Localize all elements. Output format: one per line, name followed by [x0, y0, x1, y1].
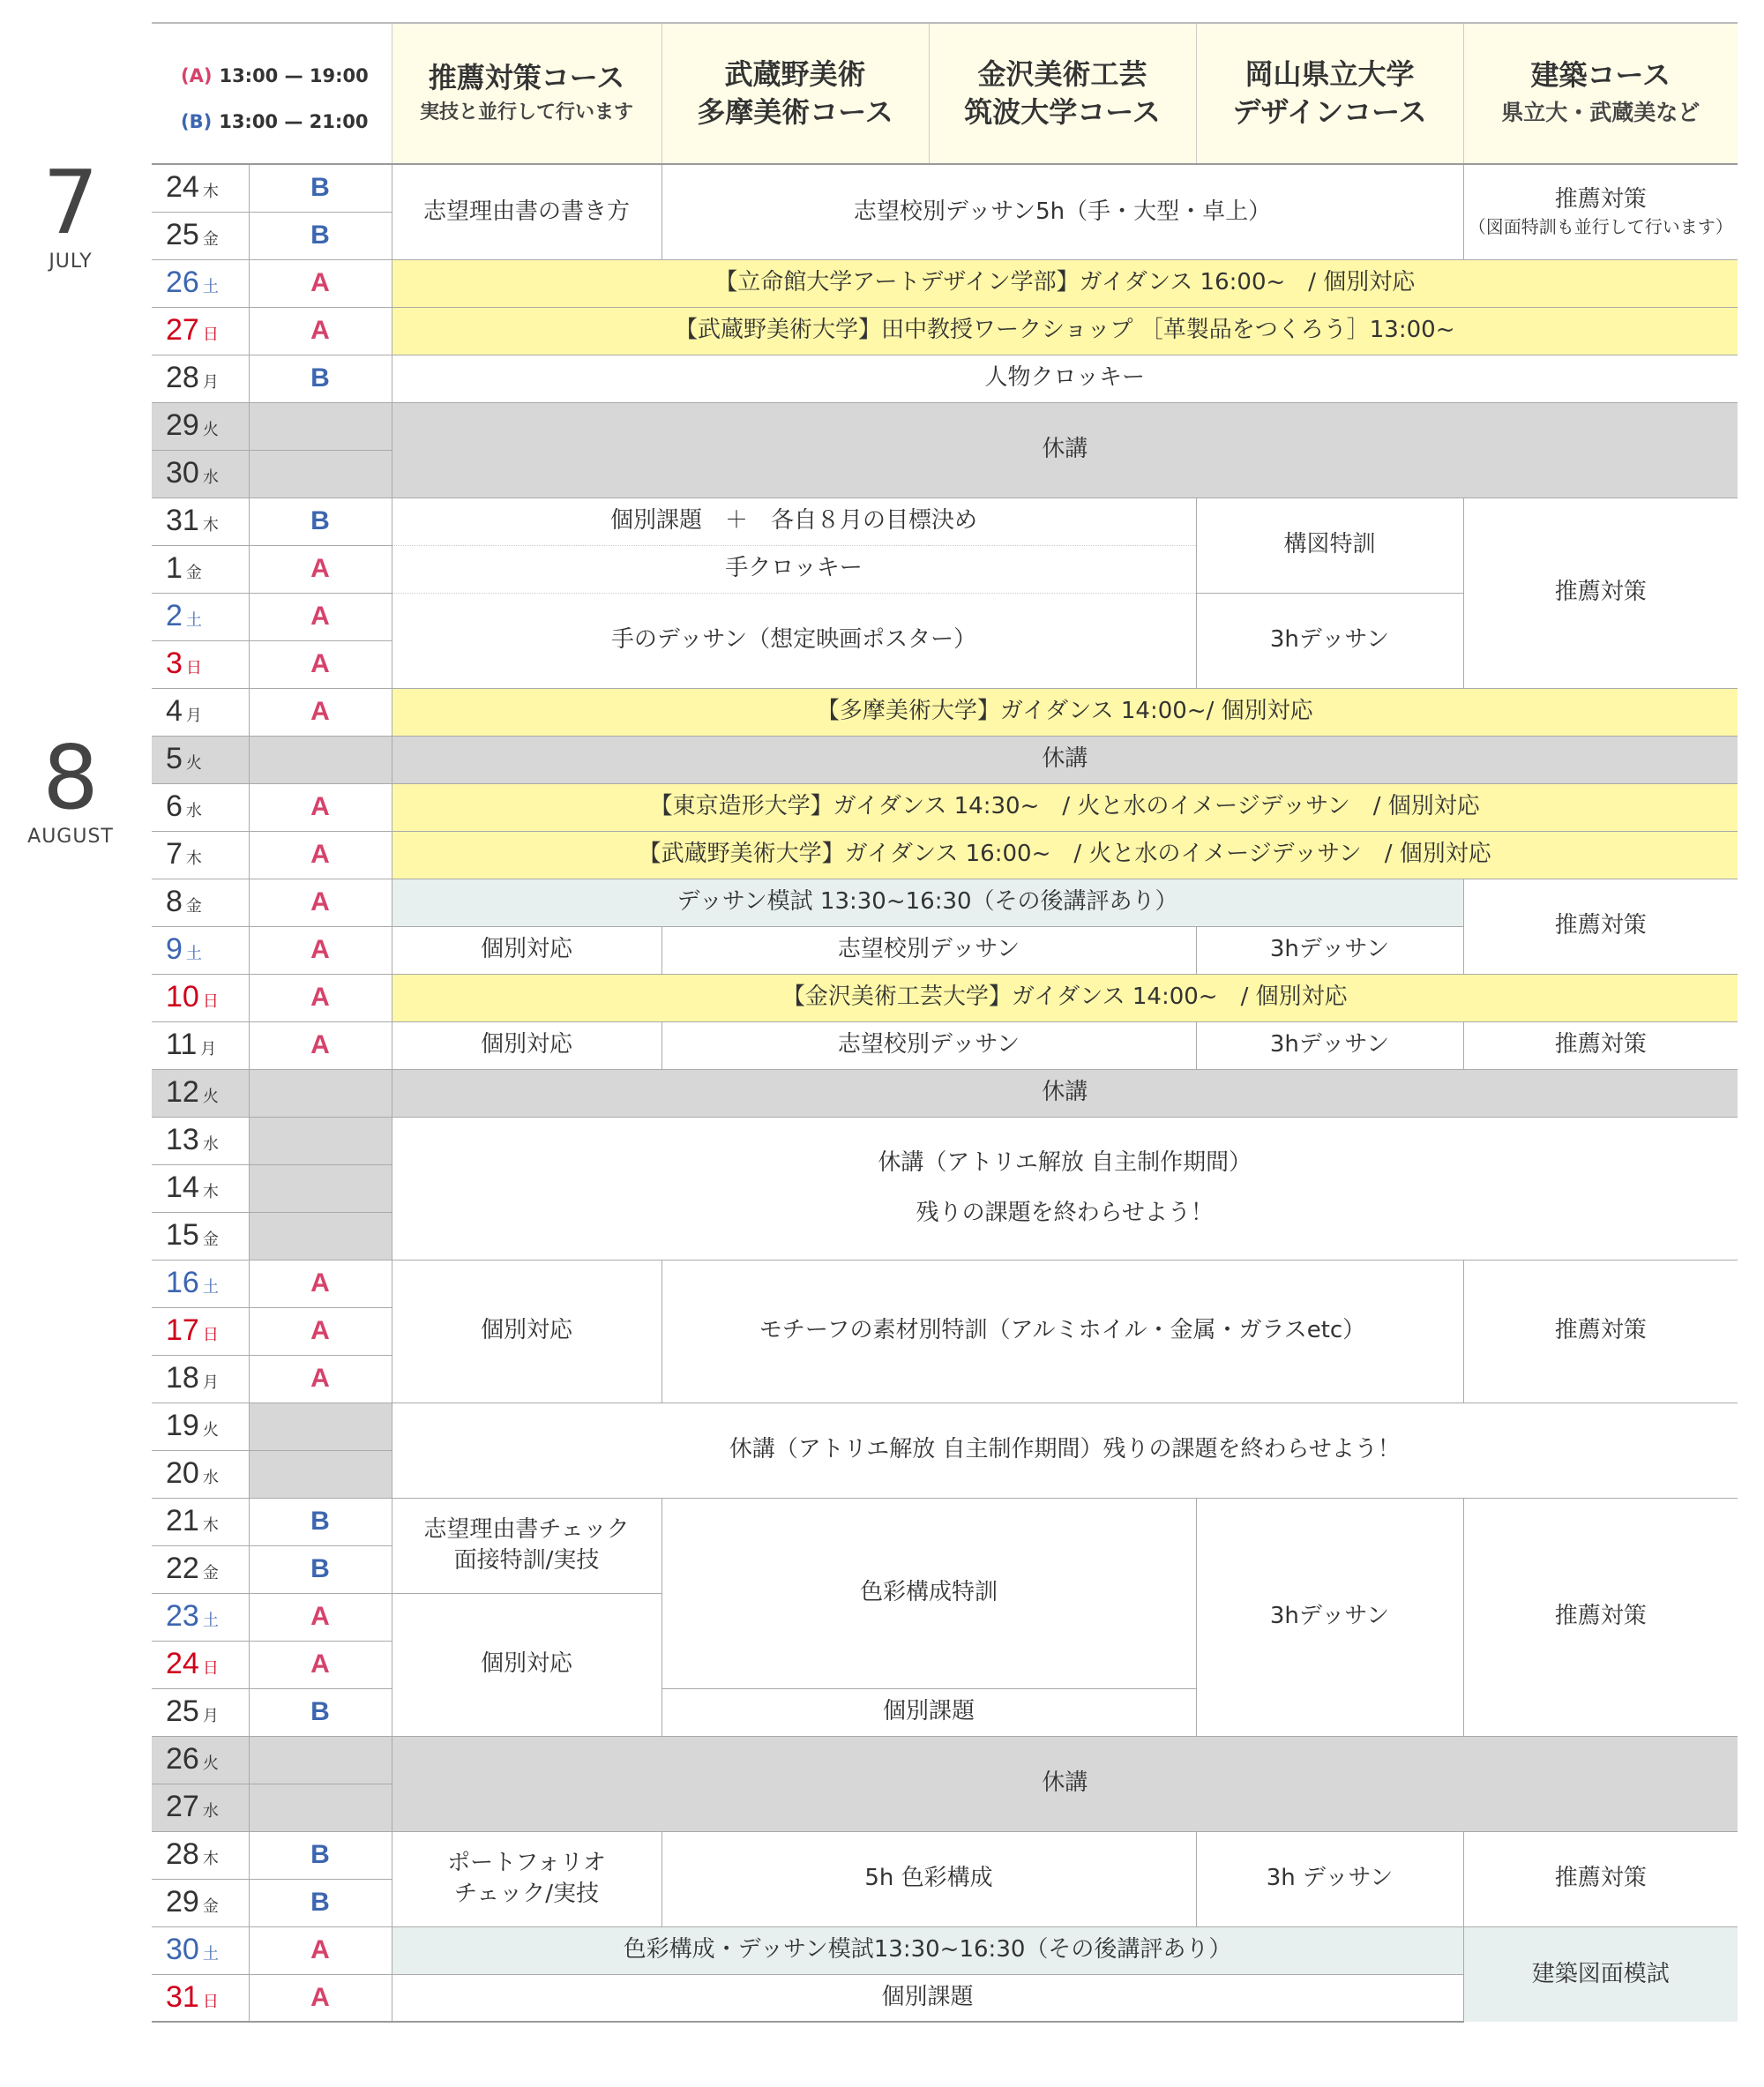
cell-line-2: 残りの課題を終わらせよう！: [916, 1200, 1214, 1226]
date-cell: [152, 736, 249, 783]
date-number: 17: [166, 1313, 199, 1348]
date-number: 25: [166, 218, 199, 252]
session-code: A: [249, 259, 392, 307]
session-code: [249, 1069, 392, 1117]
cell-individual: 個別対応: [392, 1260, 662, 1403]
cell-3h-dessin: 3hデッサン: [1196, 593, 1463, 688]
weekday-label: 月: [202, 1373, 219, 1393]
session-code: B: [249, 1688, 392, 1736]
header-course-musabi-tamabi: [662, 23, 929, 164]
session-code: A: [249, 307, 392, 355]
weekday-label: 木: [202, 1516, 219, 1536]
legend-b-time: 13:00 — 21:00: [219, 111, 369, 132]
session-code: [249, 1403, 392, 1450]
header-title: 岡山県立大学: [1245, 56, 1415, 91]
date-cell: [152, 545, 249, 593]
session-code: [249, 402, 392, 450]
session-code: A: [249, 1355, 392, 1403]
date-cell: [152, 402, 249, 450]
legend-header-cell: [152, 23, 392, 164]
date-cell: [152, 926, 249, 974]
session-code: B: [249, 1831, 392, 1879]
header-title-2: 筑波大学コース: [964, 95, 1161, 129]
cell-motif-training: モチーフの素材別特訓（アルミホイル・金属・ガラスetc）: [662, 1260, 1463, 1403]
weekday-label: 月: [202, 373, 219, 393]
weekday-label: 木: [202, 1183, 219, 1202]
weekday-label: 日: [185, 659, 202, 678]
date-cell: [152, 164, 249, 212]
weekday-label: 金: [202, 1897, 219, 1917]
date-cell: [152, 640, 249, 688]
date-cell: [152, 1307, 249, 1355]
cell-line-2: チェック/実技: [454, 1881, 599, 1907]
session-code: A: [249, 783, 392, 831]
weekday-label: 金: [185, 897, 202, 916]
weekday-label: 火: [202, 1754, 219, 1774]
session-code: B: [249, 212, 392, 259]
cell-guidance: 【多摩美術大学】ガイダンス 14:00~/ 個別対応: [392, 688, 1738, 736]
session-code: A: [249, 1926, 392, 1974]
date-number: 21: [166, 1504, 199, 1538]
session-code: A: [249, 640, 392, 688]
date-number: 6: [166, 789, 183, 824]
date-number: 28: [166, 361, 199, 395]
session-code: A: [249, 831, 392, 879]
date-cell: [152, 688, 249, 736]
cell-mock-exam: 色彩構成・デッサン模試13:30~16:30（その後講評あり）: [392, 1926, 1463, 1974]
weekday-label: 土: [202, 278, 219, 297]
date-number: 23: [166, 1599, 199, 1634]
session-code: [249, 1164, 392, 1212]
date-number: 7: [166, 837, 183, 871]
session-code: A: [249, 1021, 392, 1069]
date-number: 27: [166, 1790, 199, 1824]
cell-guidance: 【立命館大学アートデザイン学部】ガイダンス 16:00~ / 個別対応: [392, 259, 1738, 307]
cell-individual-task: 個別課題: [392, 1974, 1463, 2022]
date-cell: [152, 1926, 249, 1974]
weekday-label: 水: [202, 1802, 219, 1821]
header-title-2: デザインコース: [1232, 95, 1427, 129]
date-cell: [152, 1164, 249, 1212]
weekday-label: 土: [202, 1612, 219, 1631]
date-number: 5: [166, 742, 183, 776]
cell-recommendation: 推薦対策: [1463, 497, 1738, 688]
weekday-label: 木: [202, 183, 219, 202]
session-code: B: [249, 497, 392, 545]
date-cell: [152, 1212, 249, 1260]
date-cell: [152, 355, 249, 402]
date-number: 26: [166, 266, 199, 300]
weekday-label: 月: [202, 1707, 219, 1726]
date-number: 2: [166, 599, 183, 633]
date-cell: [152, 259, 249, 307]
cell-color-training: 色彩構成特訓: [662, 1498, 1196, 1688]
session-code: [249, 1450, 392, 1498]
cell-mock-exam: デッサン模試 13:30~16:30（その後講評あり）: [392, 879, 1463, 926]
cell-line-1: 志望理由書チェック: [423, 1515, 630, 1543]
date-cell: [152, 1498, 249, 1545]
date-number: 25: [166, 1694, 199, 1729]
cell-recommendation: 推薦対策: [1463, 1021, 1738, 1069]
cell-individual-task: 個別課題: [662, 1688, 1196, 1736]
header-title: 金沢美術工芸: [977, 56, 1147, 91]
weekday-label: 水: [202, 1469, 219, 1488]
date-cell: [152, 1355, 249, 1403]
cell-line-1: ポートフォリオ: [447, 1849, 606, 1876]
weekday-label: 日: [202, 992, 219, 1012]
date-number: 31: [166, 504, 199, 538]
session-code: [249, 1117, 392, 1164]
month-name: AUGUST: [27, 826, 114, 848]
session-code: [249, 736, 392, 783]
date-number: 12: [166, 1075, 199, 1110]
date-cell: [152, 1641, 249, 1688]
cell-architecture-mock: 建築図面模試: [1463, 1926, 1738, 2022]
weekday-label: 月: [200, 1040, 217, 1059]
date-cell: [152, 831, 249, 879]
session-code: A: [249, 1307, 392, 1355]
weekday-label: 木: [202, 516, 219, 535]
date-number: 18: [166, 1361, 199, 1395]
legend-a-time: 13:00 — 19:00: [219, 65, 369, 86]
session-code: B: [249, 355, 392, 402]
weekday-label: 木: [185, 849, 202, 869]
cell-hand-dessin: 手のデッサン（想定映画ポスター）: [392, 593, 1196, 688]
cell-croquis: 人物クロッキー: [392, 355, 1738, 402]
header-course-kanazawa-tsukuba: [929, 23, 1196, 164]
session-code: B: [249, 1879, 392, 1926]
weekday-label: 日: [202, 325, 219, 345]
weekday-label: 水: [202, 468, 219, 488]
legend-b-letter: (B): [181, 111, 213, 132]
cell-closed: 休講: [392, 736, 1738, 783]
date-number: 9: [166, 932, 183, 967]
weekday-label: 火: [202, 421, 219, 440]
header-title: 武蔵野美術: [724, 56, 866, 91]
month-number: 8: [42, 726, 99, 829]
header-course-okayama: [1196, 23, 1463, 164]
cell-recommendation: 推薦対策: [1463, 1831, 1738, 1926]
date-cell: [152, 450, 249, 497]
date-cell: [152, 783, 249, 831]
cell-school-dessin: 志望校別デッサン: [662, 926, 1196, 974]
weekday-label: 土: [202, 1945, 219, 1964]
date-cell: [152, 879, 249, 926]
date-cell: [152, 307, 249, 355]
date-number: 13: [166, 1123, 199, 1157]
date-number: 28: [166, 1837, 199, 1872]
cell-color-composition: 5h 色彩構成: [662, 1831, 1196, 1926]
date-cell: [152, 1831, 249, 1879]
weekday-label: 火: [202, 1421, 219, 1440]
session-code: [249, 1736, 392, 1784]
weekday-label: 土: [202, 1278, 219, 1298]
cell-individual: 個別対応: [392, 926, 662, 974]
header-title: 建築コース: [1530, 58, 1671, 93]
session-code: A: [249, 1974, 392, 2022]
cell-individual: 個別対応: [392, 1593, 662, 1736]
date-number: 26: [166, 1742, 199, 1777]
cell-3h-dessin: 3hデッサン: [1196, 926, 1463, 974]
date-number: 1: [166, 551, 183, 586]
cell-reason-writing: 志望理由書の書き方: [392, 164, 662, 259]
header-subtitle: 県立大・武蔵美など: [1501, 99, 1700, 125]
date-number: 27: [166, 313, 199, 348]
weekday-label: 土: [185, 611, 202, 631]
date-cell: [152, 1879, 249, 1926]
cell-closed: 休講: [392, 1736, 1738, 1831]
date-cell: [152, 1021, 249, 1069]
date-cell: [152, 1784, 249, 1831]
date-cell: [152, 1260, 249, 1307]
session-code: A: [249, 926, 392, 974]
date-cell: [152, 1117, 249, 1164]
session-code: [249, 450, 392, 497]
cell-atelier-open: 休講（アトリエ解放 自主制作期間）残りの課題を終わらせよう！: [392, 1403, 1738, 1498]
cell-guidance: 【金沢美術工芸大学】ガイダンス 14:00~ / 個別対応: [392, 974, 1738, 1021]
schedule-table: [152, 22, 1738, 2023]
header-title: 推薦対策コース: [428, 60, 625, 94]
weekday-label: 木: [202, 1850, 219, 1869]
weekday-label: 金: [185, 564, 202, 583]
date-number: 29: [166, 408, 199, 443]
date-cell: [152, 1403, 249, 1450]
cell-closed: 休講: [392, 1069, 1738, 1117]
cell-3h-dessin: 3h デッサン: [1196, 1831, 1463, 1926]
date-number: 24: [166, 1647, 199, 1681]
weekday-label: 金: [202, 1231, 219, 1250]
header-course-architecture: [1463, 23, 1738, 164]
date-number: 14: [166, 1171, 199, 1205]
date-cell: [152, 1736, 249, 1784]
cell-closed: 休講: [392, 402, 1738, 497]
date-number: 30: [166, 1933, 199, 1967]
date-number: 31: [166, 1979, 199, 2014]
session-code: B: [249, 1545, 392, 1593]
header-subtitle: 実技と並行して行います: [419, 101, 633, 123]
header-title-2: 多摩美術コース: [697, 95, 893, 129]
cell-school-dessin: 志望校別デッサン5h（手・大型・卓上）: [662, 164, 1463, 259]
session-code: [249, 1784, 392, 1831]
date-number: 30: [166, 456, 199, 490]
date-number: 20: [166, 1456, 199, 1491]
cell-atelier-open: [392, 1117, 1738, 1260]
session-code: A: [249, 1641, 392, 1688]
date-cell: [152, 1974, 249, 2022]
cell-workshop: 【武蔵野美術大学】田中教授ワークショップ ［革製品をつくろう］13:00~: [392, 307, 1738, 355]
weekday-label: 日: [202, 1326, 219, 1345]
date-cell: [152, 1688, 249, 1736]
cell-school-dessin: 志望校別デッサン: [662, 1021, 1196, 1069]
session-code: A: [249, 593, 392, 640]
date-cell: [152, 974, 249, 1021]
date-number: 8: [166, 885, 183, 919]
cell-line-2: 面接特訓/実技: [453, 1547, 600, 1574]
cell-portfolio-check: [392, 1831, 662, 1926]
cell-individual-goals: 個別課題 ＋ 各自８月の目標決め: [392, 497, 1196, 545]
session-code: A: [249, 974, 392, 1021]
date-number: 4: [166, 694, 183, 729]
cell-3h-dessin: 3hデッサン: [1196, 1498, 1463, 1736]
date-cell: [152, 1069, 249, 1117]
weekday-label: 火: [185, 754, 202, 774]
session-code: B: [249, 164, 392, 212]
date-number: 15: [166, 1218, 199, 1253]
date-number: 29: [166, 1885, 199, 1919]
cell-line-1: 休講（アトリエ解放 自主制作期間）: [878, 1148, 1252, 1176]
date-number: 19: [166, 1409, 199, 1443]
date-cell: [152, 1593, 249, 1641]
date-number: 11: [166, 1028, 198, 1062]
weekday-label: 日: [202, 1992, 219, 2011]
weekday-label: 土: [185, 945, 202, 964]
session-code: A: [249, 545, 392, 593]
weekday-label: 水: [185, 802, 202, 821]
session-code: B: [249, 1498, 392, 1545]
month-july: [0, 151, 141, 273]
cell-recommendation: 推薦対策: [1463, 1260, 1738, 1403]
date-cell: [152, 1545, 249, 1593]
cell-note: （図面特訓も並行して行います）: [1468, 216, 1733, 238]
date-cell: [152, 212, 249, 259]
weekday-label: 火: [202, 1088, 219, 1107]
cell-composition: 構図特訓: [1196, 497, 1463, 593]
cell-3h-dessin: 3hデッサン: [1196, 1021, 1463, 1069]
cell-recommendation: 推薦対策: [1463, 1498, 1738, 1736]
weekday-label: 金: [202, 230, 219, 250]
cell-guidance: 【東京造形大学】ガイダンス 14:30~ / 火と水のイメージデッサン / 個別対応: [392, 783, 1738, 831]
date-number: 3: [166, 647, 183, 681]
legend-a-letter: (A): [181, 65, 213, 86]
date-cell: [152, 593, 249, 640]
weekday-label: 月: [185, 707, 202, 726]
date-number: 22: [166, 1552, 199, 1586]
date-cell: [152, 1450, 249, 1498]
date-number: 16: [166, 1266, 199, 1300]
session-code: [249, 1212, 392, 1260]
month-august: [0, 726, 141, 848]
cell-guidance: 【武蔵野美術大学】ガイダンス 16:00~ / 火と水のイメージデッサン / 個別対応: [392, 831, 1738, 879]
cell-hand-croquis: 手クロッキー: [392, 545, 1196, 593]
session-code: A: [249, 1593, 392, 1641]
session-code: A: [249, 1260, 392, 1307]
date-cell: [152, 497, 249, 545]
weekday-label: 日: [202, 1659, 219, 1679]
session-code: A: [249, 688, 392, 736]
date-number: 10: [166, 980, 199, 1014]
weekday-label: 水: [202, 1135, 219, 1155]
cell-recommendation: [1463, 164, 1738, 259]
date-number: 24: [166, 170, 199, 205]
cell-text: 推薦対策: [1554, 186, 1647, 213]
header-course-recommendation: [392, 23, 662, 164]
session-code: A: [249, 879, 392, 926]
month-number: 7: [42, 151, 99, 254]
month-name: JULY: [49, 251, 93, 273]
weekday-label: 金: [202, 1564, 219, 1583]
cell-interview-training: [392, 1498, 662, 1593]
cell-individual: 個別対応: [392, 1021, 662, 1069]
cell-recommendation: 推薦対策: [1463, 879, 1738, 974]
